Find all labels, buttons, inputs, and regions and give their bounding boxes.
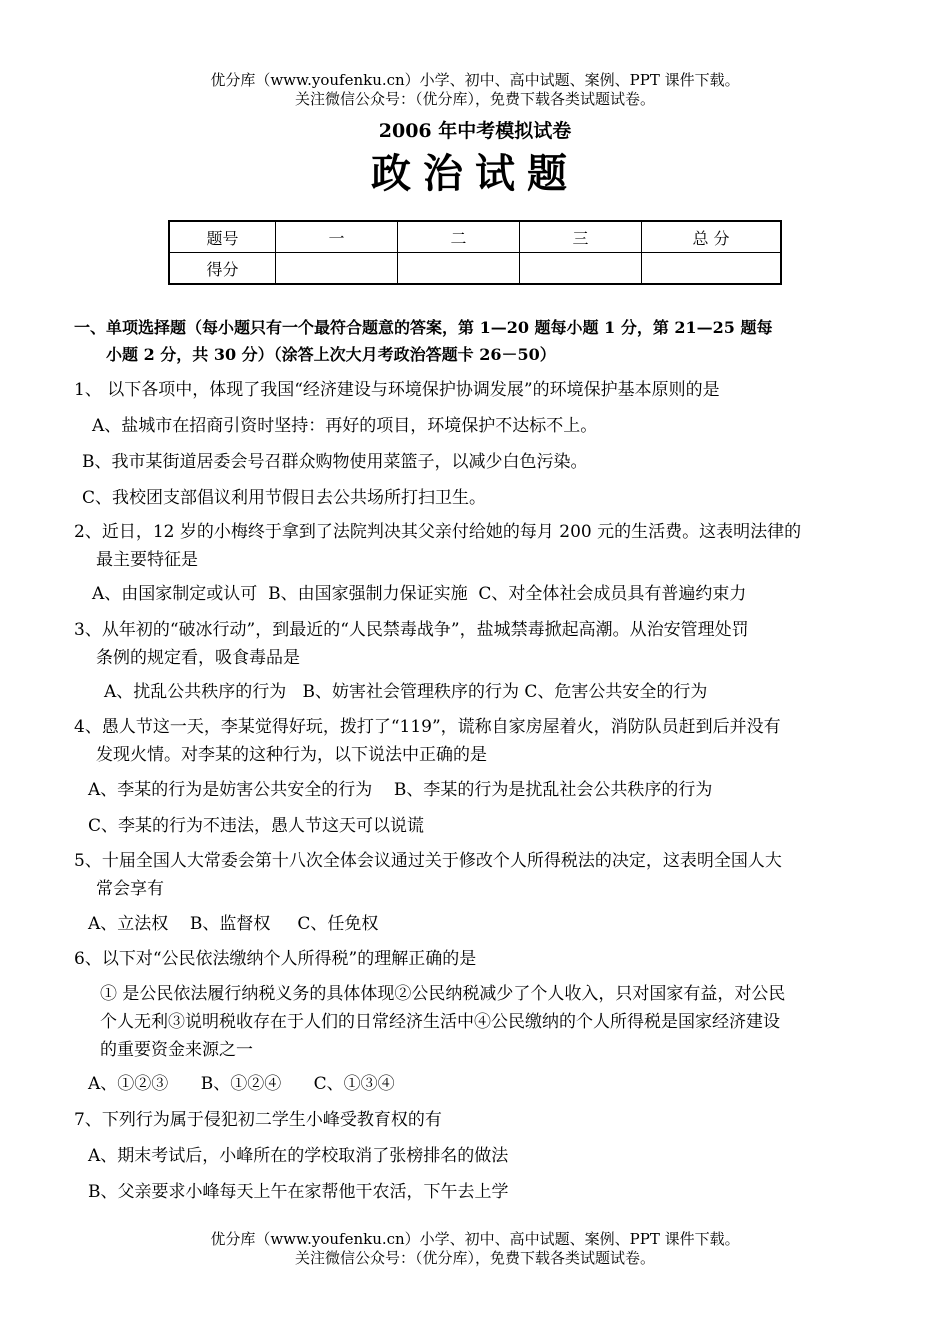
- question-6: [74, 945, 884, 973]
- q5-options: A、立法权 B、监督权 C、任免权: [88, 914, 379, 934]
- question-stem: 6、以下对“公民依法缴纳个人所得税”的理解正确的是: [74, 949, 477, 969]
- q7-option-b: B、父亲要求小峰每天上午在家帮他干农活，下午去上学: [88, 1182, 509, 1202]
- cell-part-1: 一: [276, 221, 398, 253]
- score-input-3[interactable]: [520, 253, 642, 285]
- footer-line-2: 关注微信公众号：（优分库），免费下载各类试题试卷。: [294, 1249, 655, 1267]
- score-input-1[interactable]: [276, 253, 398, 285]
- exam-subtitle: 2006 年中考模拟试卷: [378, 120, 572, 142]
- q4-option-ab: A、李某的行为是妨害公共安全的行为 B、李某的行为是扰乱社会公共秩序的行为: [88, 780, 713, 800]
- question-5: [74, 847, 884, 903]
- question-stem: 7、下列行为属于侵犯初二学生小峰受教育权的有: [74, 1110, 442, 1130]
- section-heading-line-1: 一、单项选择题（每小题只有一个最符合题意的答案，第 1—20 题每小题 1 分，第 21—25 题每: [74, 318, 773, 337]
- q1-option-c: C、我校团支部倡议利用节假日去公共场所打扫卫生。: [82, 488, 487, 508]
- q1-option-a: A、盐城市在招商引资时坚持：再好的项目，环境保护不达标不上。: [92, 416, 598, 436]
- header-line-2: 关注微信公众号：（优分库），免费下载各类试题试卷。: [294, 90, 655, 108]
- q7-option-a: A、期末考试后，小峰所在的学校取消了张榜排名的做法: [88, 1146, 509, 1166]
- q6-statements: [100, 980, 880, 1064]
- question-stem-cont: 条例的规定看，吸食毒品是: [96, 648, 300, 668]
- cell-total: 总 分: [642, 221, 782, 253]
- q1-option-b: B、我市某街道居委会号召群众购物使用菜篮子，以减少白色污染。: [82, 452, 588, 472]
- question-stem-cont: 最主要特征是: [96, 550, 198, 570]
- page-footer: [0, 1230, 950, 1268]
- question-1: [74, 376, 884, 404]
- q2-options: A、由国家制定或认可 B、由国家强制力保证实施 C、对全体社会成员具有普遍约束力: [92, 584, 747, 604]
- question-2: [74, 518, 884, 574]
- q6-statement-line: 的重要资金来源之一: [100, 1040, 253, 1060]
- header-line-1: 优分库（www.youfenku.cn）小学、初中、高中试题、案例、PPT 课件下载。: [210, 71, 740, 89]
- question-stem: 5、十届全国人大常委会第十八次全体会议通过关于修改个人所得税法的决定，这表明全国人大: [74, 851, 782, 871]
- question-stem: 4、愚人节这一天，李某觉得好玩，拨打了“119”，谎称自家房屋着火，消防队员赶到后并没有: [74, 717, 781, 737]
- cell-part-3: 三: [520, 221, 642, 253]
- footer-line-1: 优分库（www.youfenku.cn）小学、初中、高中试题、案例、PPT 课件下载。: [210, 1230, 740, 1248]
- cell-part-2: 二: [398, 221, 520, 253]
- cell-score-label: 得分: [169, 253, 276, 285]
- section-heading-line-2: 小题 2 分，共 30 分）（涂答上次大月考政治答题卡 26－50）: [106, 345, 556, 364]
- exam-title: 政治试题: [371, 150, 579, 197]
- question-stem-cont: 发现火情。对李某的这种行为，以下说法中正确的是: [96, 745, 487, 765]
- q6-statement-line: 个人无利③说明税收存在于人们的日常经济生活中④公民缴纳的个人所得税是国家经济建设: [100, 1012, 780, 1032]
- q6-statement-line: ① 是公民依法履行纳税义务的具体体现②公民纳税减少了个人收入，只对国家有益，对公民: [100, 984, 786, 1004]
- q4-option-c: C、李某的行为不违法，愚人节这天可以说谎: [88, 816, 425, 836]
- question-4: [74, 713, 884, 769]
- section-1-heading: [74, 314, 884, 368]
- score-input-2[interactable]: [398, 253, 520, 285]
- q6-options: A、①②③ B、①②④ C、①③④: [88, 1074, 395, 1094]
- question-stem: 2、近日，12 岁的小梅终于拿到了法院判决其父亲付给她的每月 200 元的生活费。这表明法律的: [74, 522, 802, 542]
- score-table-score-row: [169, 253, 781, 285]
- cell-question-number-label: 题号: [169, 221, 276, 253]
- score-input-total[interactable]: [642, 253, 782, 285]
- score-table: [168, 220, 782, 285]
- question-stem: 1、 以下各项中，体现了我国“经济建设与环境保护协调发展”的环境保护基本原则的是: [74, 380, 720, 400]
- question-7: [74, 1106, 884, 1134]
- question-stem: 3、从年初的“破冰行动”，到最近的“人民禁毒战争”，盐城禁毒掀起高潮。从治安管理处罚: [74, 620, 749, 640]
- question-3: [74, 616, 884, 672]
- score-table-header-row: [169, 221, 781, 253]
- q3-options: A、扰乱公共秩序的行为 B、妨害社会管理秩序的行为 C、危害公共安全的行为: [104, 682, 708, 702]
- question-stem-cont: 常会享有: [96, 879, 164, 899]
- page-header: [0, 71, 950, 109]
